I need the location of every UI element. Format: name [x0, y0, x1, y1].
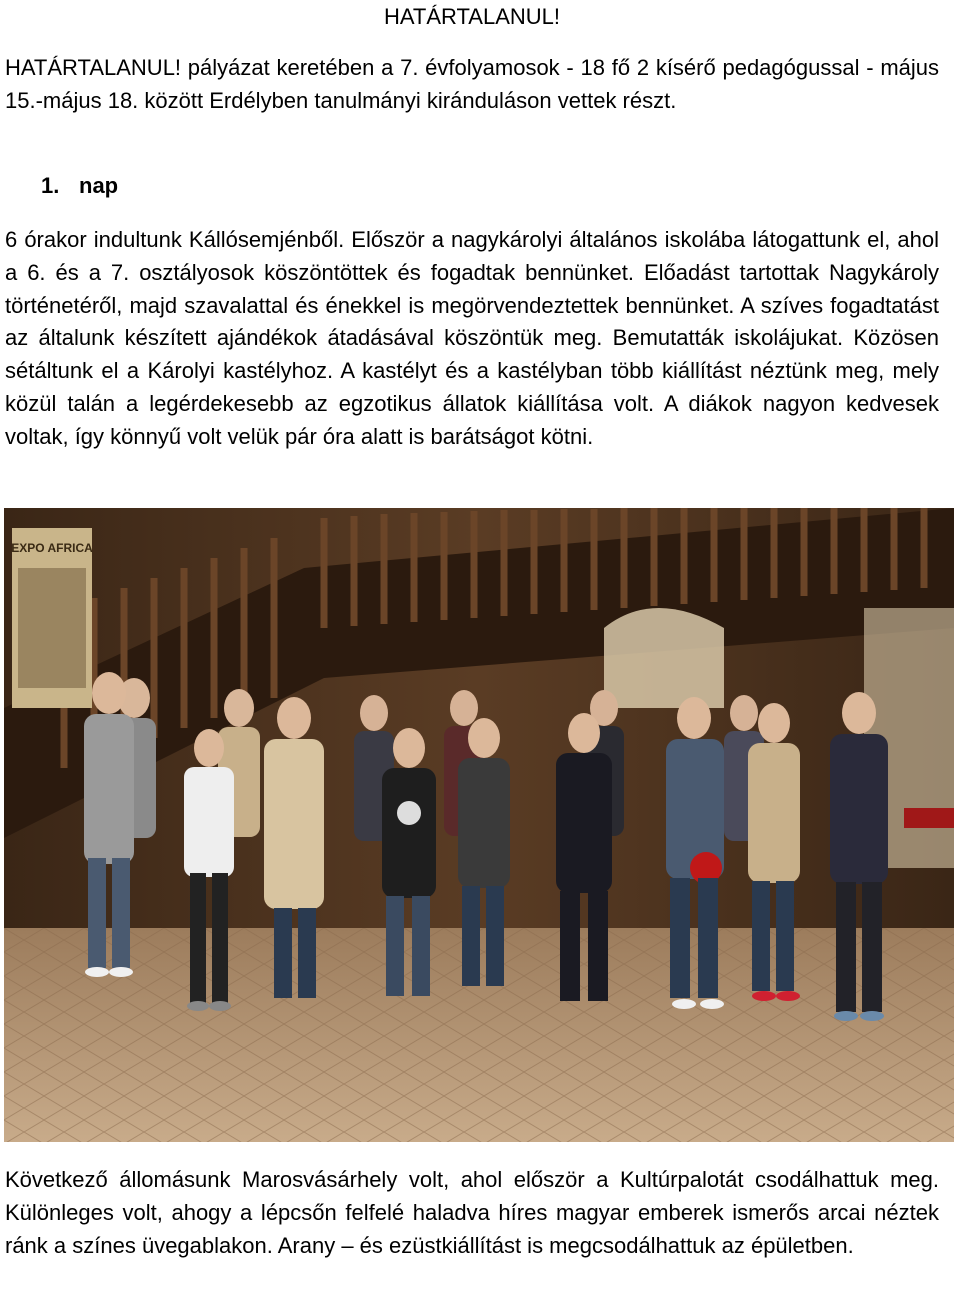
day-number: 1.	[41, 173, 60, 198]
document-title: HATÁRTALANUL!	[383, 4, 561, 29]
red-table	[904, 808, 954, 828]
group-photo-illustration	[4, 508, 954, 1142]
intro-paragraph: HATÁRTALANUL! pályázat keretében a 7. évfolyamosok - 18 fő 2 kísérő pedagógussal - május 15.-május 18. között Erdélyben tanulmányi kiránduláson vettek részt.	[5, 55, 939, 113]
day1-paragraph: 6 órakor indultunk Kállósemjénből. Először a nagykárolyi általános iskolába látogattunk el, ahol a 6. és a 7. osztályosok köszöntöttek és fogadtak bennünket. Előadást tartottak Nagykároly történetéről, majd szavalattal és énekkel is megörvendeztettek bennünket. A szíves fogadtatást az általunk készített ajándékok átadásával köszöntük meg. Bemutatták iskolájukat. Közösen sétáltunk el a Károlyi kastélyhoz. A kastélyt és a kastélyban több kiállítást néztünk meg, mely közül talán a legérdekesebb az egzotikus állatok kiállítása volt. A diákok nagyon kedvesek voltak, így könnyű volt velük pár óra alatt is barátságot kötni.	[5, 227, 939, 449]
group-photo	[4, 508, 954, 1142]
poster-text: EXPO AFRICA	[11, 541, 93, 555]
next-stop-paragraph: Következő állomásunk Marosvásárhely volt, ahol először a Kultúrpalotát csodálhattuk meg. Különleges volt, ahogy a lépcsőn felfelé haladva híres magyar emberek ismerős arcai néztek ránk a színes üvegablakon. Arany – és ezüstkiállítást is megcsodálhattuk az épületben.	[5, 1167, 939, 1258]
day-label: nap	[79, 173, 119, 198]
day-heading	[41, 170, 118, 202]
arched-window	[604, 608, 724, 708]
